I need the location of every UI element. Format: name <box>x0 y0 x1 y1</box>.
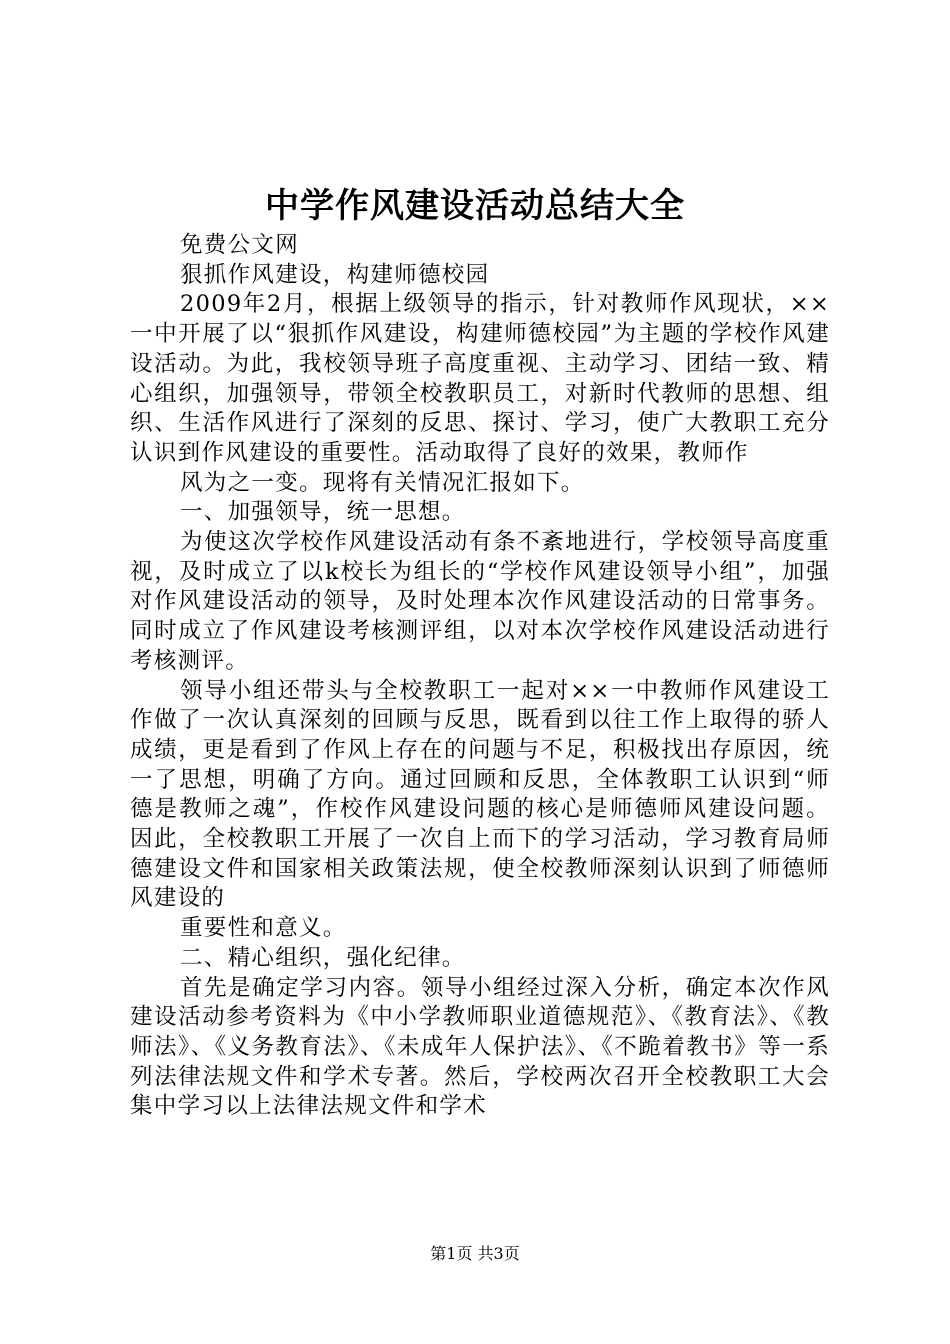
paragraph-section-2-a: 首先是确定学习内容。领导小组经过深入分析，确定本次作风建设活动参考资料为《中小学教师职业道德规范》、《教育法》、《教师法》、《义务教育法》、《未成年人保护法》、《不跪着教书》等一系列法律法规文件和学术专著。然后，学校两次召开全校教职工大会集中学习以上法律法规文件和学术 <box>130 974 830 1120</box>
paragraph-section-1-b-continued: 重要性和意义。 <box>180 915 347 942</box>
paragraph-section-1-b: 领导小组还带头与全校教职工一起对××一中教师作风建设工作做了一次认真深刻的回顾与反思，既看到以往工作上取得的骄人成绩，更是看到了作风上存在的问题与不足，积极找出存原因，统一了思想，明确了方向。通过回顾和反思，全体教职工认识到“师德是教师之魂”，作校作风建设问题的核心是师德师风建设问题。因此，全校教职工开展了一次自上而下的学习活动，学习教育局师德建设文件和国家相关政策法规，使全校教师深刻认识到了师德师风建设的 <box>130 677 830 912</box>
document-title: 中学作风建设活动总结大全 <box>265 186 685 226</box>
page-number-footer: 第1页 共3页 <box>430 1244 520 1263</box>
section-heading-2: 二、精心组织，强化纪律。 <box>180 944 466 971</box>
paragraph-intro: 2009年2月，根据上级领导的指示，针对教师作风现状，××一中开展了以“狠抓作风建设，构建师德校园”为主题的学校作风建设活动。为此，我校领导班子高度重视、主动学习、团结一致、精心组织，加强领导，带领全校教职员工，对新时代教师的思想、组织、生活作风进行了深刻的反思、探讨、学习，使广大教职工充分认识到作风建设的重要性。活动取得了良好的效果，教师作 <box>130 291 830 466</box>
paragraph-source: 免费公文网 <box>180 232 300 258</box>
paragraph-intro-continued: 风为之一变。现将有关情况汇报如下。 <box>180 469 585 496</box>
document-body <box>130 231 830 1122</box>
section-heading-1: 一、加强领导，统一思想。 <box>180 499 466 526</box>
paragraph-section-1-a: 为使这次学校作风建设活动有条不紊地进行，学校领导高度重视，及时成立了以k校长为组长的“学校作风建设领导小组”，加强对作风建设活动的领导，及时处理本次作风建设活动的日常事务。同时成立了作风建设考核测评组，以对本次学校作风建设活动进行考核测评。 <box>130 529 830 674</box>
paragraph-subtitle: 狠抓作风建设，构建师德校园 <box>180 261 490 288</box>
